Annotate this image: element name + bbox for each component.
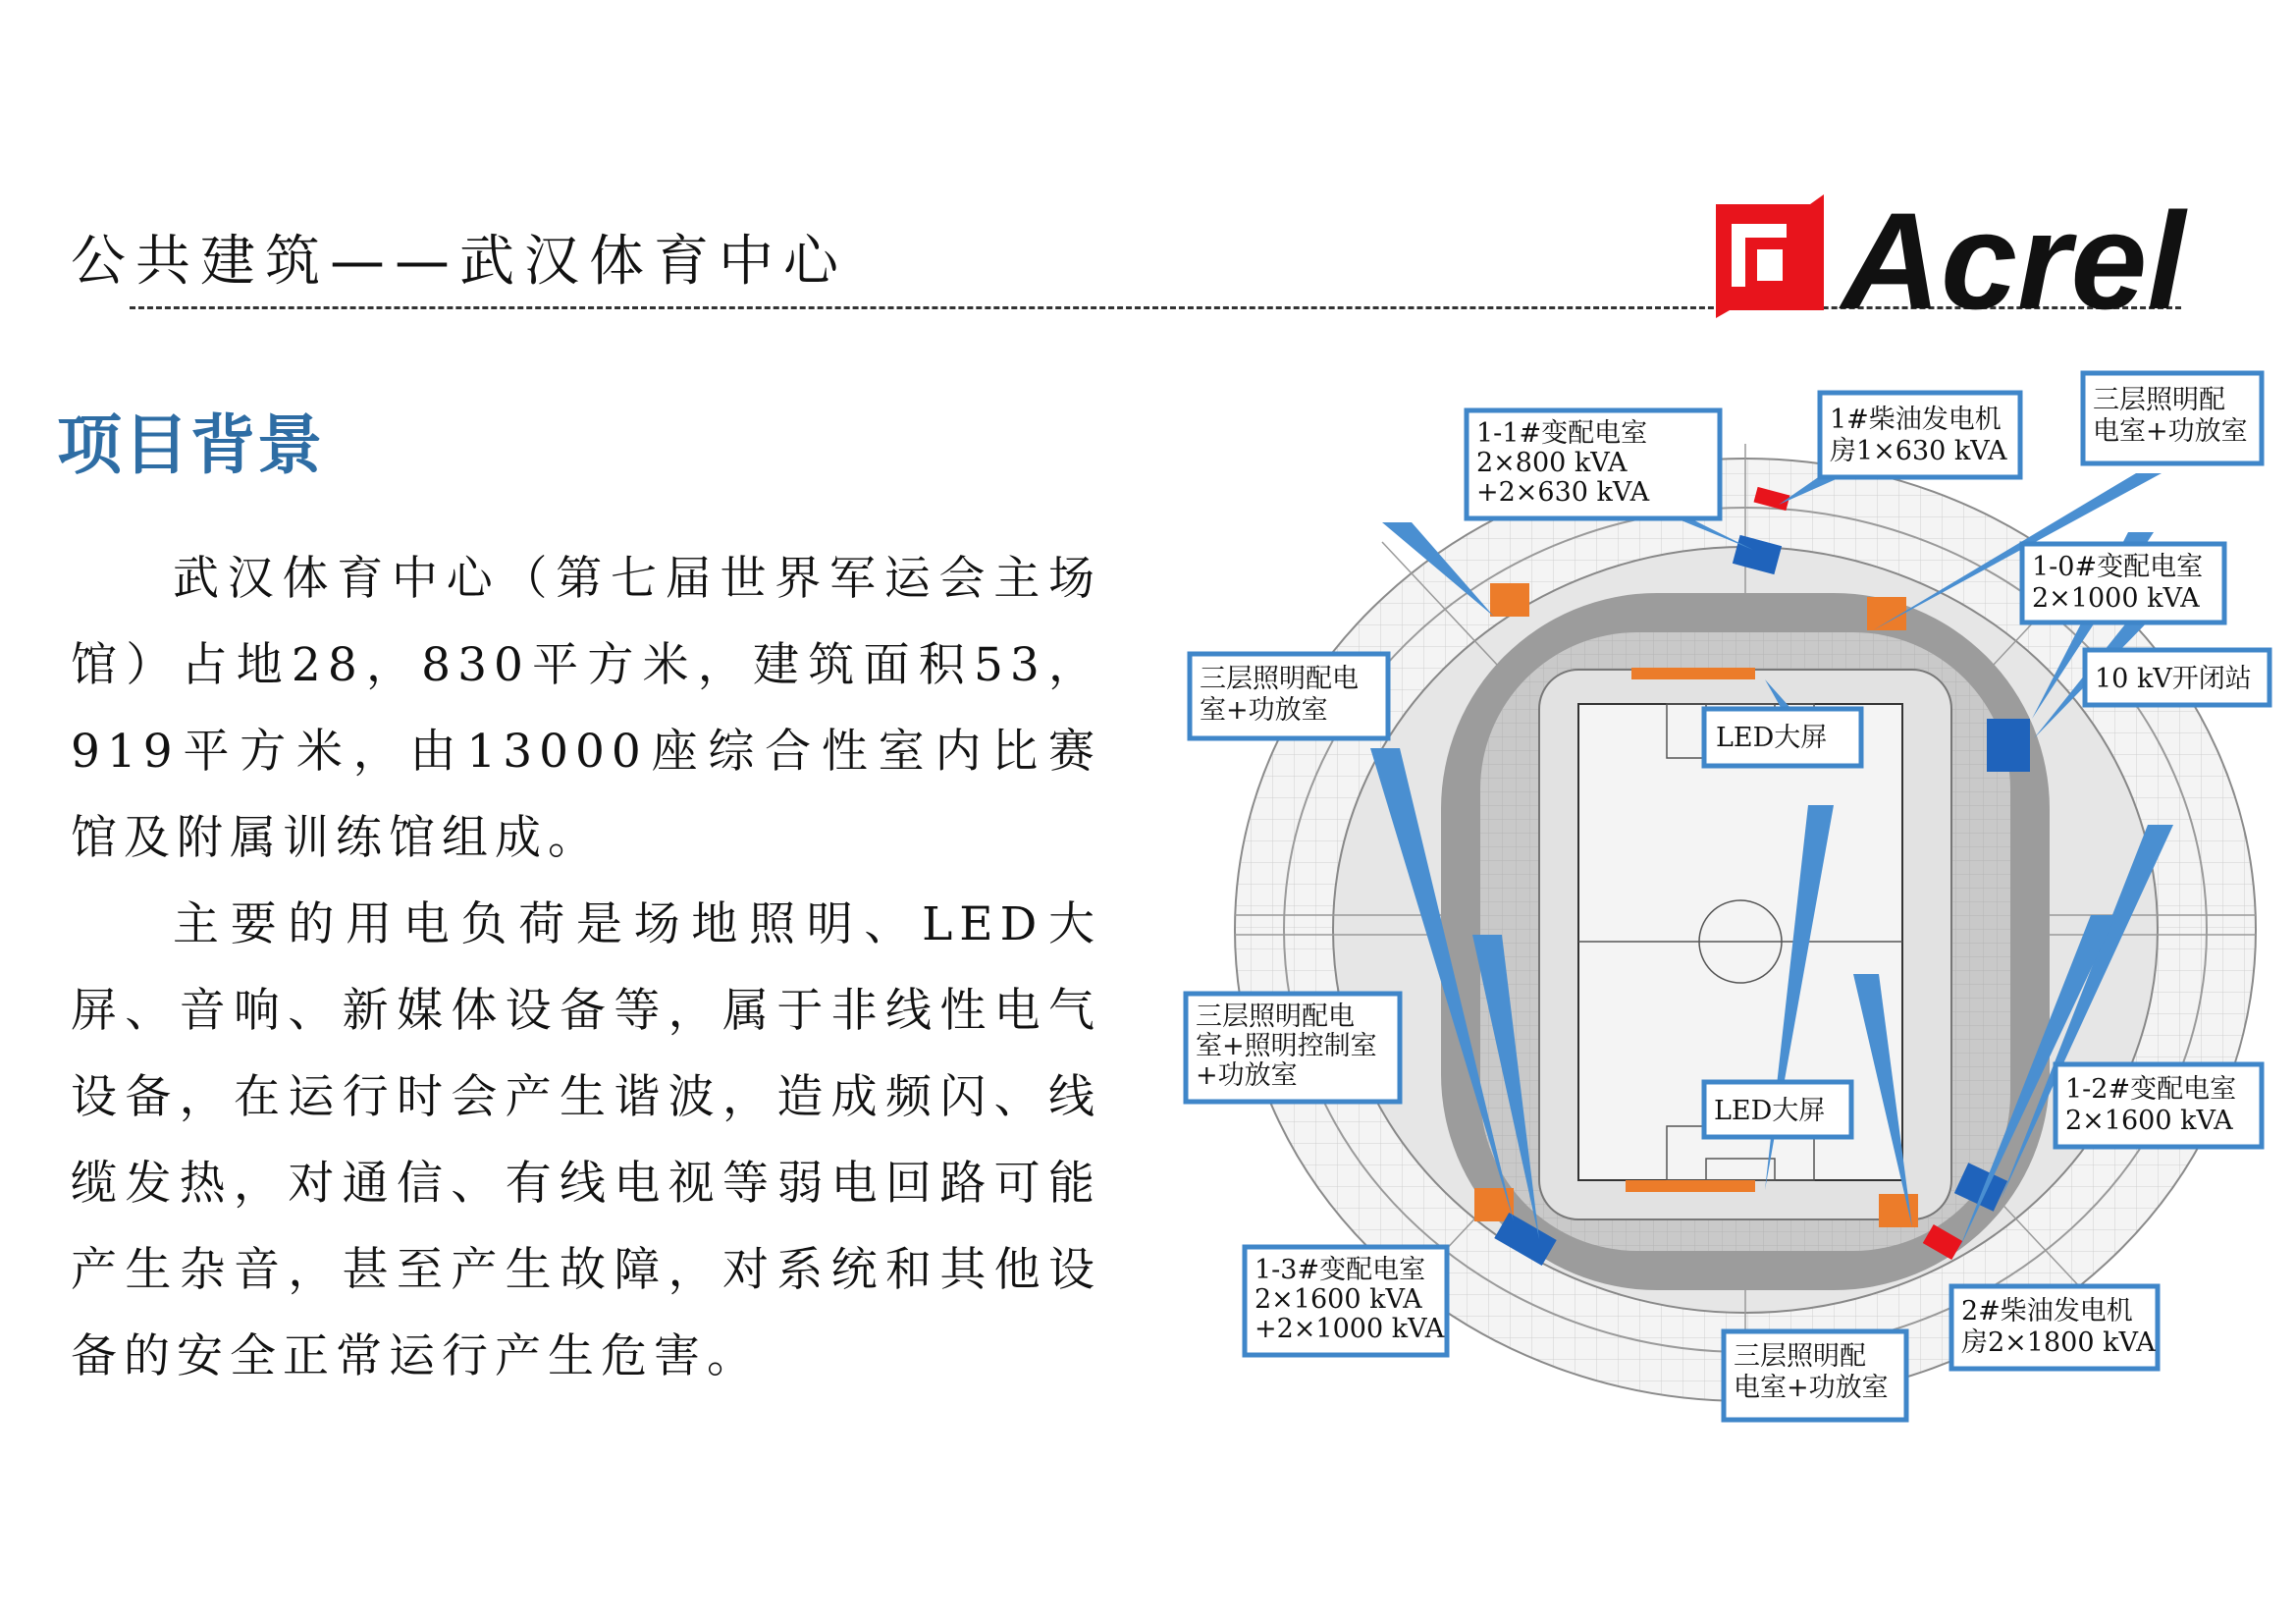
callout-line: 2×1600 kVA bbox=[1255, 1284, 1422, 1315]
callout-10kv bbox=[2085, 650, 2269, 705]
callout-sub-1-1 bbox=[1467, 410, 1720, 518]
callout-led-bottom bbox=[1704, 1082, 1851, 1137]
callout-line: 1-1#变配电室 bbox=[1476, 418, 1648, 449]
callout-sub-1-3 bbox=[1245, 1247, 1447, 1355]
callout-sub-1-0 bbox=[2022, 544, 2224, 623]
callout-gen-2 bbox=[1951, 1286, 2158, 1369]
callout-gen-1 bbox=[1820, 393, 2020, 477]
callout-line: 2×800 kVA bbox=[1476, 448, 1628, 478]
callout-line: +2×630 kVA bbox=[1476, 477, 1650, 508]
body-paragraph: 武汉体育中心（第七届世界军运会主场馆）占地28，830平方米，建筑面积53，919平方米，由13000座综合性室内比赛馆及附属训练馆组成。 bbox=[71, 552, 1101, 865]
acrel-logo-mark bbox=[1716, 194, 1824, 318]
callout-line: 三层照明配 bbox=[1734, 1341, 1866, 1372]
lighting-room-marker bbox=[1879, 1194, 1918, 1227]
callout-line: 1-3#变配电室 bbox=[1255, 1255, 1426, 1285]
page-title: 公共建筑——武汉体育中心 bbox=[71, 230, 848, 294]
callout-line: 室+功放室 bbox=[1200, 695, 1328, 726]
lighting-room-marker bbox=[1490, 583, 1529, 617]
callout-line: 1#柴油发电机 bbox=[1830, 405, 2002, 435]
callout-line: +功放室 bbox=[1196, 1060, 1298, 1091]
callout-line: LED大屏 bbox=[1714, 1096, 1826, 1126]
callout-light-s bbox=[1724, 1331, 1906, 1420]
callout-sub-1-2 bbox=[2056, 1064, 2262, 1147]
callout-line: 电室+功放室 bbox=[2093, 416, 2248, 447]
callout-line: +2×1000 kVA bbox=[1255, 1314, 1445, 1344]
acrel-logo-wordmark: Acrel bbox=[1842, 184, 2186, 338]
callout-line: 房2×1800 kVA bbox=[1961, 1327, 2156, 1358]
callout-line: 房1×630 kVA bbox=[1830, 436, 2007, 466]
callout-light-ne bbox=[2083, 373, 2262, 463]
callout-line: 2#柴油发电机 bbox=[1961, 1296, 2133, 1326]
section-title: 项目背景 bbox=[57, 406, 324, 483]
body-text bbox=[71, 536, 1101, 1400]
led-screen-top-marker bbox=[1631, 668, 1755, 679]
callout-line: 三层照明配电 bbox=[1196, 1001, 1355, 1032]
callout-light-nw bbox=[1190, 654, 1388, 738]
callout-line: 1-0#变配电室 bbox=[2032, 552, 2204, 582]
acrel-logo bbox=[1716, 184, 2250, 338]
callout-line: 电室+功放室 bbox=[1734, 1373, 1889, 1403]
callout-led-top bbox=[1704, 709, 1861, 766]
callout-line: 10 kV开闭站 bbox=[2095, 664, 2252, 694]
substation-marker bbox=[1987, 719, 2030, 772]
callout-line: 室+照明控制室 bbox=[1196, 1031, 1377, 1061]
callout-line: 2×1600 kVA bbox=[2065, 1106, 2233, 1136]
led-screen-bottom-marker bbox=[1626, 1180, 1755, 1192]
lighting-room-marker bbox=[1867, 597, 1906, 630]
stadium-floor-plan bbox=[1186, 365, 2269, 1403]
callout-line: 三层照明配 bbox=[2093, 385, 2225, 415]
body-paragraph: 主要的用电负荷是场地照明、LED大屏、音响、新媒体设备等，属于非线性电气设备，在运行时会产生谐波，造成频闪、线缆发热，对通信、有线电视等弱电回路可能产生杂音，甚至产生故障，对系统和其他设备的安全正常运行产生危害。 bbox=[71, 897, 1101, 1383]
callout-line: 2×1000 kVA bbox=[2032, 583, 2200, 614]
callout-line: 1-2#变配电室 bbox=[2065, 1074, 2237, 1105]
callout-line: 三层照明配电 bbox=[1200, 664, 1359, 694]
callout-light-w bbox=[1186, 994, 1400, 1102]
callout-line: LED大屏 bbox=[1716, 723, 1828, 753]
